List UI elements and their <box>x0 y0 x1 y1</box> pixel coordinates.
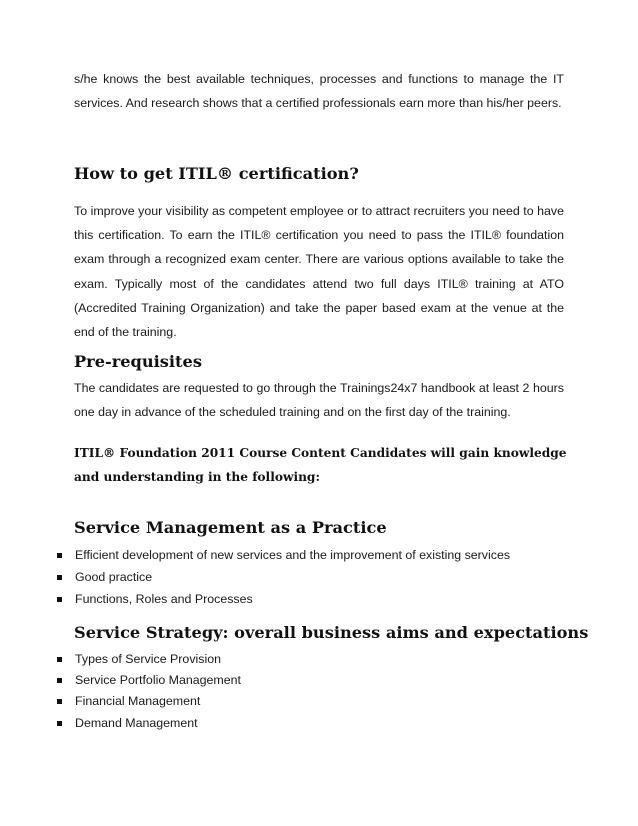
prerequisites-paragraph: The candidates are requested to go through the Trainings24x7 handbook at least 2 hours one day in advance of the scheduled training and on the first day of the training. <box>74 381 564 420</box>
course-content-heading: ITIL® Foundation 2011 Course Content Candidates will gain knowledge and understanding in the following: <box>74 446 567 484</box>
bullet-square-icon <box>57 678 62 683</box>
list-item: Functions, Roles and Processes <box>0 590 638 611</box>
list-item: Service Portfolio Management <box>0 671 638 692</box>
list-item: Types of Service Provision <box>0 650 638 671</box>
bullet-square-icon <box>57 597 62 602</box>
bullet-square-icon <box>57 699 62 704</box>
list-item: Demand Management <box>0 714 638 735</box>
bullet-square-icon <box>57 575 62 580</box>
service-management-heading: Service Management as a Practice <box>74 518 387 537</box>
list-item: Good practice <box>0 568 638 589</box>
bullet-square-icon <box>57 721 62 726</box>
service-strategy-heading: Service Strategy: overall business aims and expectations <box>74 623 589 642</box>
intro-paragraph: s/he knows the best available techniques, processes and functions to manage the IT services. And research shows that a certified professionals earn more than his/her peers. <box>74 72 564 111</box>
bullet-square-icon <box>57 657 62 662</box>
how-to-get-paragraph: To improve your visibility as competent employee or to attract recruiters you need to have this certification. To earn the ITIL® certification you need to pass the ITIL® foundation exam through a recognized exam center. There are various options available to take the exam. Typically most of the candidates attend two full days ITIL® training at ATO (Accredited Training Organization) and take the paper based exam at the venue at the end of the training. <box>74 204 564 340</box>
bullet-square-icon <box>57 553 62 558</box>
how-to-get-heading: How to get ITIL® certification? <box>74 164 359 183</box>
list-item: Efficient development of new services and the improvement of existing services <box>0 546 638 567</box>
prerequisites-heading: Pre-requisites <box>74 352 202 371</box>
list-item: Financial Management <box>0 692 638 713</box>
